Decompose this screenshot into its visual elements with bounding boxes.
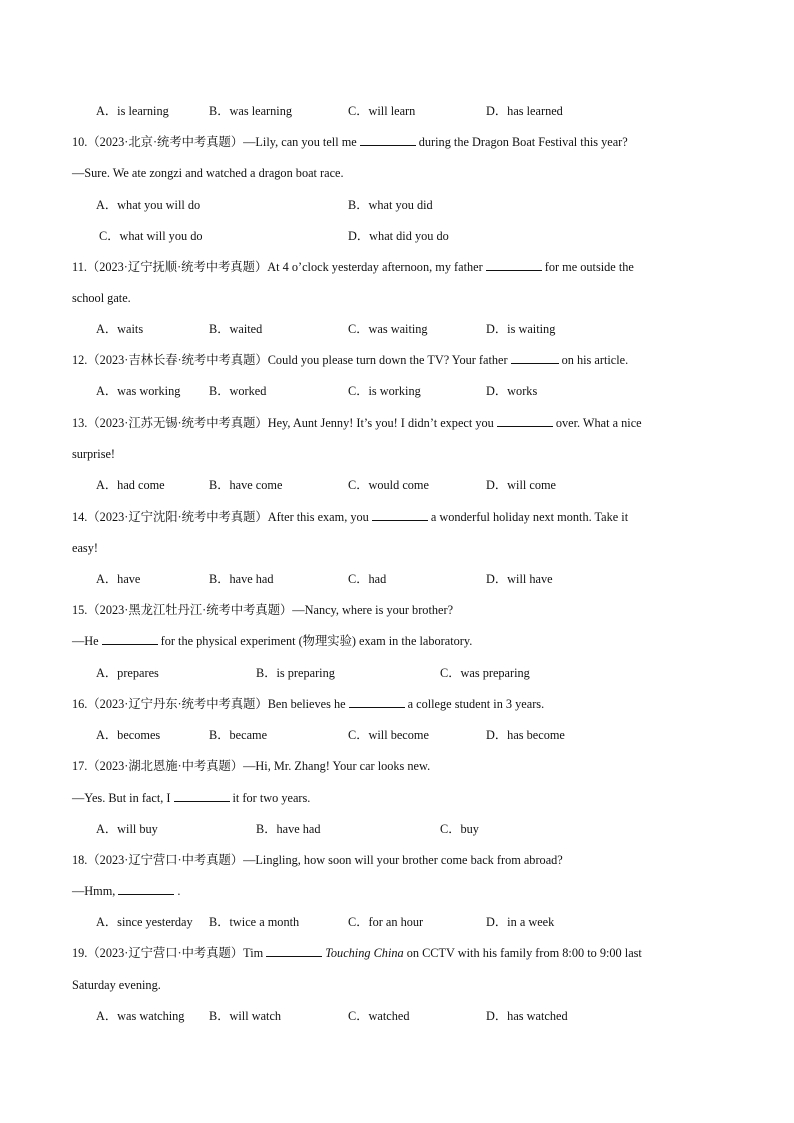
answer-blank (372, 509, 428, 521)
q15-line2-prefix: —He (72, 634, 99, 648)
q10-stem (72, 134, 628, 150)
q14-stem (72, 509, 628, 525)
q11-option-a: A．waits (96, 322, 144, 336)
q11-option-b: B．waited (209, 322, 263, 336)
q10-option-a: A．what you will do (96, 198, 201, 212)
q16-option-d: D．has become (486, 728, 565, 742)
q18-stem-line2 (72, 883, 180, 899)
q19-option-d: D．has watched (486, 1009, 568, 1023)
q10-option-c: C．what will you do (99, 229, 203, 243)
q11-stem-continued: school gate. (72, 291, 131, 305)
q17-stem: 17.（2023·湖北恩施·中考真题）—Hi, Mr. Zhang! Your car looks new. (72, 759, 431, 773)
q15-option-b: B．is preparing (256, 666, 335, 680)
q17-option-b: B．have had (256, 822, 321, 836)
q18-stem: 18.（2023·辽宁营口·中考真题）—Lingling, how soon will your brother come back from abroad? (72, 853, 563, 867)
q17-option-c: C．buy (440, 822, 479, 836)
q17-stem-line2 (72, 790, 310, 806)
q11-stem (72, 259, 634, 275)
q12-stem-suffix: on his article. (561, 353, 629, 367)
q13-stem-prefix: 13.（2023·江苏无锡·统考中考真题）Hey, Aunt Jenny! It’s you! I didn’t expect you (72, 416, 494, 430)
q13-stem-suffix: over. What a nice (555, 416, 642, 430)
q18-option-b: B．twice a month (209, 915, 300, 929)
q13-option-a: A．had come (96, 478, 165, 492)
q12-stem-prefix: 12.（2023·吉林长春·统考中考真题）Could you please turn down the TV? Your father (72, 353, 508, 367)
q14-stem-continued: easy! (72, 541, 98, 555)
q19-option-c: C．watched (348, 1009, 410, 1023)
q13-option-c: C．would come (348, 478, 429, 492)
q11-option-c: C．was waiting (348, 322, 428, 336)
q18-option-d: D．in a week (486, 915, 555, 929)
q19-stem-suffix: on CCTV with his family from 8:00 to 9:00 last (406, 946, 642, 960)
answer-blank (102, 633, 158, 645)
q19-program-title: Touching China (325, 946, 404, 960)
q13-stem-continued: surprise! (72, 447, 116, 461)
q19-option-b: B．will watch (209, 1009, 282, 1023)
q12-option-d: D．works (486, 384, 538, 398)
q10-stem-prefix: 10.（2023·北京·统考中考真题）—Lily, can you tell me (72, 135, 357, 149)
q15-option-c: C．was preparing (440, 666, 530, 680)
answer-blank (349, 696, 405, 708)
q19-option-a: A．was watching (96, 1009, 185, 1023)
answer-blank (486, 259, 542, 271)
q18-option-c: C．for an hour (348, 915, 424, 929)
q12-option-a: A．was working (96, 384, 181, 398)
q15-stem-line2 (72, 633, 472, 649)
q12-option-b: B．worked (209, 384, 267, 398)
q16-option-a: A．becomes (96, 728, 161, 742)
q18-option-a: A．since yesterday (96, 915, 193, 929)
q16-stem-suffix: a college student in 3 years. (407, 697, 545, 711)
q11-option-d: D．is waiting (486, 322, 556, 336)
answer-blank (360, 134, 416, 146)
q12-option-c: C．is working (348, 384, 421, 398)
q14-option-b: B．have had (209, 572, 274, 586)
q19-stem-continued: Saturday evening. (72, 978, 161, 992)
q17-line2-suffix: it for two years. (232, 791, 311, 805)
answer-blank (118, 883, 174, 895)
q15-line2-suffix: for the physical experiment (物理实验) exam in the laboratory. (160, 634, 473, 648)
q9-option-d: D．has learned (486, 104, 563, 118)
q14-option-c: C．had (348, 572, 387, 586)
q16-stem (72, 696, 544, 712)
q18-line2-suffix: . (177, 884, 181, 898)
answer-blank (511, 352, 559, 364)
q13-option-d: D．will come (486, 478, 557, 492)
q10-option-d: D．what did you do (348, 229, 449, 243)
q11-stem-prefix: 11.（2023·辽宁抚顺·统考中考真题）At 4 o’clock yesterday afternoon, my father (72, 260, 483, 274)
q17-option-a: A．will buy (96, 822, 158, 836)
q19-stem (72, 945, 642, 961)
q14-stem-suffix: a wonderful holiday next month. Take it (430, 510, 629, 524)
q13-stem (72, 415, 642, 431)
q16-option-b: B．became (209, 728, 268, 742)
q18-line2-prefix: —Hmm, (72, 884, 116, 898)
q10-stem-suffix: during the Dragon Boat Festival this year? (418, 135, 628, 149)
q11-stem-suffix: for me outside the (544, 260, 634, 274)
q14-option-d: D．will have (486, 572, 553, 586)
answer-blank (174, 790, 230, 802)
answer-blank (266, 945, 322, 957)
q10-option-b: B．what you did (348, 198, 433, 212)
q19-stem-prefix: 19.（2023·辽宁营口·中考真题）Tim (72, 946, 264, 960)
q15-stem: 15.（2023·黑龙江牡丹江·统考中考真题）—Nancy, where is your brother? (72, 603, 454, 617)
q14-stem-prefix: 14.（2023·辽宁沈阳·统考中考真题）After this exam, you (72, 510, 369, 524)
q10-reply: —Sure. We ate zongzi and watched a dragon boat race. (72, 166, 344, 180)
q17-line2-prefix: —Yes. But in fact, I (72, 791, 171, 805)
answer-blank (497, 415, 553, 427)
q9-option-b: B．was learning (209, 104, 292, 118)
q9-option-c: C．will learn (348, 104, 416, 118)
q15-option-a: A．prepares (96, 666, 159, 680)
q13-option-b: B．have come (209, 478, 283, 492)
q12-stem (72, 352, 628, 368)
q9-option-a: A．is learning (96, 104, 169, 118)
q14-option-a: A．have (96, 572, 141, 586)
q16-stem-prefix: 16.（2023·辽宁丹东·统考中考真题）Ben believes he (72, 697, 346, 711)
q16-option-c: C．will become (348, 728, 429, 742)
